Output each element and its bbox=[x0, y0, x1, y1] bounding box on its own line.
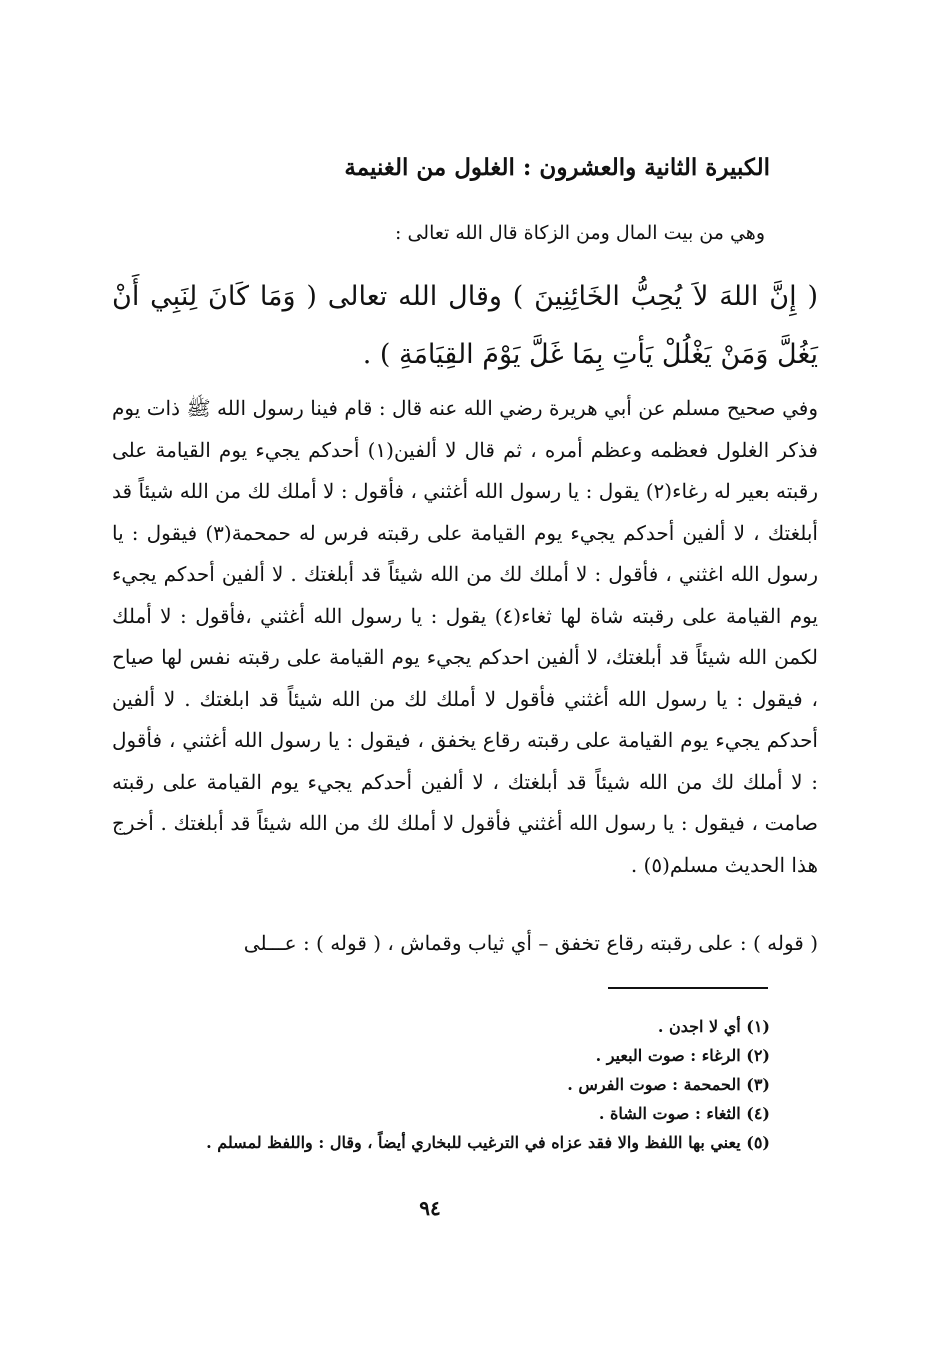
footnote-item: (١) أي لا اجدن . bbox=[657, 1017, 770, 1036]
quran-verse: ( إِنَّ اللهَ لاَ يُحِبُّ الخَائِنِينَ ) وقال الله تعالى ( وَمَا كَانَ لِنَبِي أَنْ يَغُلَّ وَمَنْ يَغْلُلْ يَأتِ بِمَا غَلَّ يَوْمَ القِيَامَةِ ) . bbox=[112, 281, 818, 370]
footnote-item: (٤) الثغاء : صوت الشاة . bbox=[598, 1104, 770, 1123]
chapter-title: الكبيرة الثانية والعشرون : الغلول من الغنيمة bbox=[344, 154, 770, 181]
footnotes bbox=[130, 1012, 770, 1157]
footnote-item: (٢) الرغاء : صوت البعير . bbox=[595, 1046, 770, 1065]
page-number: ٩٤ bbox=[419, 1196, 441, 1220]
intro-line: وهي من بيت المال ومن الزكاة قال الله تعالى : bbox=[395, 222, 765, 244]
hadith-paragraph: وفي صحيح مسلم عن أبي هريرة رضي الله عنه قال : قام فينا رسول الله ﷺ ذات يوم فذكر الغلول فعظمه وعظم أمره ، ثم قال لا ألفين(١) أحدكم يجيء يوم القيامة على رقبته بعير له رغاء(٢) يقول : يا رسول الله أغثني ، فأقول : لا أملك لك من الله شيئاً قد أبلغتك ، لا ألفين أحدكم يجيء يوم القيامة على رقبته فرس له حمحمة(٣) فيقول : يا رسول الله اغثني ، فأقول : لا أملك لك من الله شيئاً قد أبلغتك . لا ألفين أحدكم يجيء يوم القيامة على رقبته شاة لها ثغاء(٤) يقول : يا رسول الله أغثني ،فأقول : لا أملك لكمن الله شيئاً قد أبلغتك، لا ألفين احدكم يجيء يوم القيامة على رقبته نفس لها صياح ، فيقول : يا رسول الله أغثني فأقول لا أملك لك من الله شيئاً قد ابلغتك . لا ألفين أحدكم يجيء يوم القيامة على رقبته رقاع يخفق ، فيقول : يا رسول الله أغثني ، فأقول : لا أملك لك من الله شيئاً قد أبلغتك ، لا ألفين أحدكم يجيء يوم القيامة على رقبته صامت ، فيقول : يا رسول الله أغثني فأقول لا أملك لك من الله شيئاً قد أبلغتك . أخرج هذا الحديث مسلم(٥) . bbox=[112, 396, 819, 877]
commentary-line: ( قوله ) : على رقبته رقاع تخفق – أي ثياب وقماش ، ( قوله ) : عـــلى bbox=[243, 931, 818, 955]
footnote-separator bbox=[608, 987, 768, 989]
footnote-item: (٣) الحمحمة : صوت الفرس . bbox=[567, 1075, 770, 1094]
footnote-item: (٥) يعني بها اللفظ والا فقد عزاه في الترغيب للبخاري أيضاً ، وقال : واللفظ لمسلم . bbox=[206, 1133, 770, 1152]
